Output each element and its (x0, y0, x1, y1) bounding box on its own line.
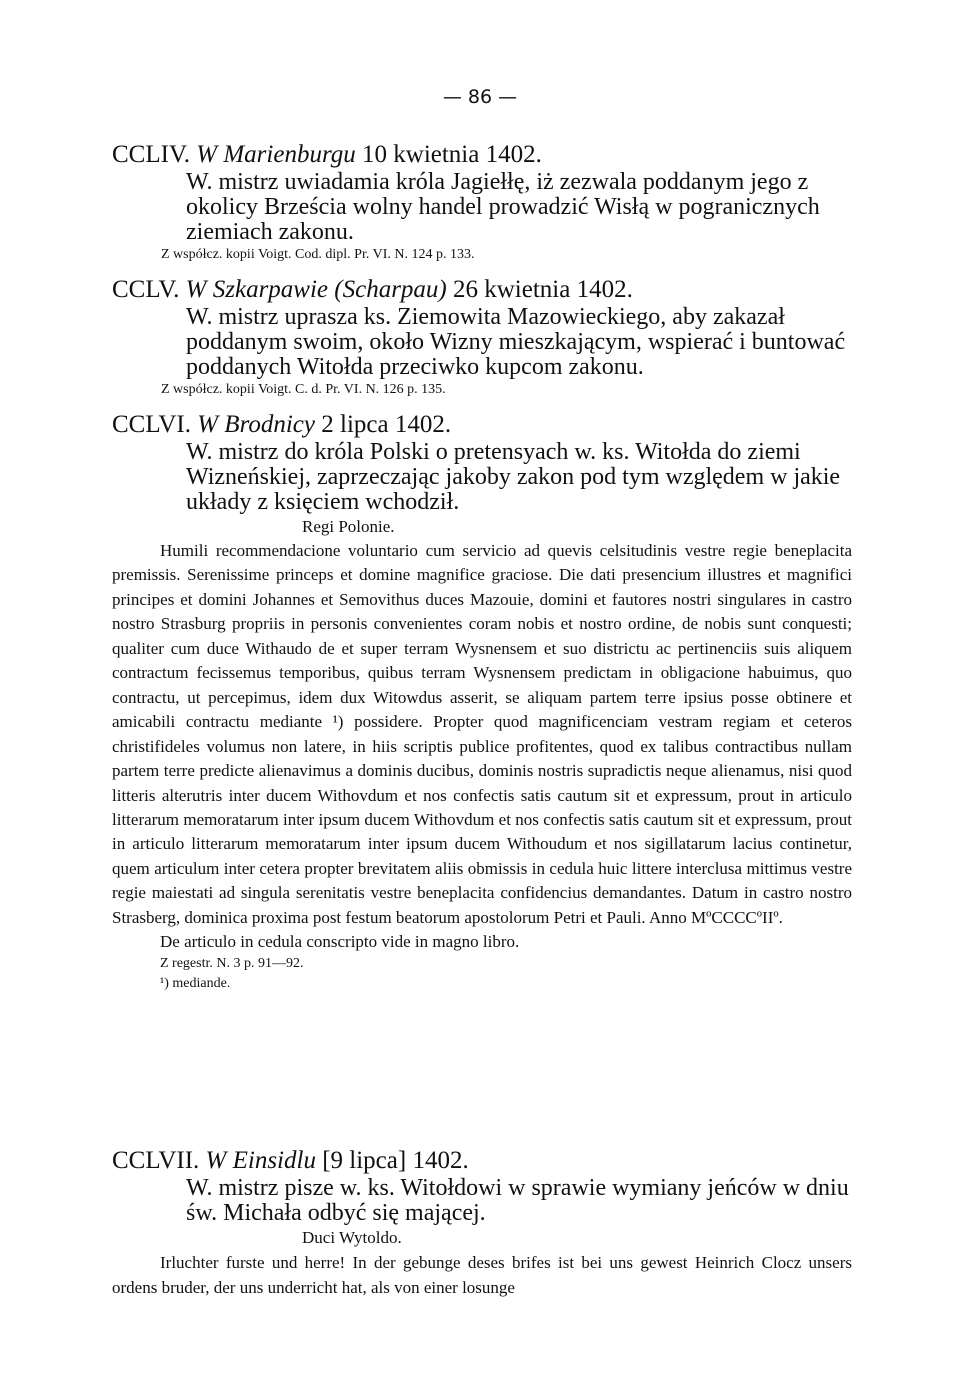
entry-summary: W. mistrz uprasza ks. Ziemowita Mazowieckiego, aby zakazał poddanym swoim, około Wizny mieszkającym, wspierać i buntować poddanych Witołda przeciwko kupcom zakonu. (186, 304, 846, 380)
letter-text (112, 1250, 852, 1300)
entry-number: CCLV. (112, 276, 180, 303)
page-number: — 86 — (442, 86, 518, 108)
entry-heading (112, 1146, 852, 1176)
entry-date: 2 lipca 1402. (321, 411, 452, 438)
entry-number: CCLVII. (112, 1147, 200, 1174)
entry-source: Z regestr. N. 3 p. 91—92. (160, 956, 304, 972)
entry-cclIV (112, 140, 852, 265)
entry-heading (112, 410, 852, 440)
entry-summary: W. mistrz do króla Polski o pretensyach w. ks. Witołda do ziemi Wizneńskiej, zaprzeczając jakoby zakon pod tym względem w jakie układy z księciem wchodził. (186, 439, 841, 515)
letter-body: Irluchter furste und herre! In der gebunge deses brifes ist bei uns gewest Heinrich Clocz unsers ordens bruder, der uns underricht hat, als von einer losunge (112, 1253, 852, 1297)
letter-address: Duci Wytoldo. (302, 1228, 402, 1247)
entry-heading (112, 275, 852, 305)
entry-cclvi (112, 410, 852, 994)
entry-source: Z współcz. kopii Voigt. Cod. dipl. Pr. VI. N. 124 p. 133. (161, 247, 475, 262)
entry-place: W Szkarpawie (Scharpau) (185, 276, 447, 303)
letter-postscript: De articulo in cedula conscripto vide in magno libro. (160, 932, 520, 952)
entry-cclvii (112, 1146, 852, 1300)
footnote: ¹) mediande. (160, 976, 231, 992)
entry-date: 10 kwietnia 1402. (362, 141, 542, 168)
letter-address: Regi Polonie. (302, 517, 395, 536)
entry-place: W Einsidlu (205, 1147, 316, 1174)
entry-source: Z współcz. kopii Voigt. C. d. Pr. VI. N. 126 p. 135. (161, 382, 446, 397)
entry-number: CCLVI. (112, 411, 191, 438)
entry-place: W Brodnicy (197, 411, 316, 438)
entry-number: CCLIV. (112, 141, 191, 168)
letter-body: Humili recommendacione voluntario cum servicio ad quevis celsitudinis vestre regie beneplacita premissis. Serenissime princeps et domine magnifice graciose. Die dati presencium illustres et magnifici principes et domini Johannes et Semovithus duces Mazouie, domini et fautores nostri singulares in castro nostro Strasburg propriis in personis convenientes coram nobis et nostro ordine, de nobis sunt conquesti; qualiter cum duce Withaudo de et super terram Wysnensem et suo districtu ac pertinenciis suis aliquem contractum fecissemus temporibus, quibus terram Wysnensem predictam in obligacione habuimus, quo contractu, ut percepimus, idem dux Witowdus asserit, se aliquam partem terre ipsius posse obtinere et amicabili contractu mediante ¹) possidere. Propter quod magnificenciam vestram regiam et ceteros christifideles volumus non latere, in hiis scriptis publice profitentes, quod ex talibus contractibus nullam partem terre predicte alienavimus a dominis ducibus, dominis nostris supradictis neque alienamus, nisi quod litteris alterutris inter ducem Withovdum et nos confectis satis cautum sit et expressum, prout in articulo litterarum memoratarum inter ipsum ducem Withovdum et nos confectis satis cautum sit et expressum, prout in articulo litterarum memoratarum inter ipsum ducem Withoudum et nos sigillatarum lacius continetur, quem articulum inter cetera propter brevitatem aliis obmissis in cedula huic littere interclusa mittimus vestre regie maiestati ad singula serenitatis vestre beneplacita confidencius demandantes. Datum in castro nostro Strasberg, dominica proxima post festum beatorum apostolorum Petri et Pauli. Anno MºCCCCºIIº. (112, 541, 852, 927)
entry-summary: W. mistrz pisze w. ks. Witołdowi w sprawie wymiany jeńców w dniu św. Michała odbyć się mającej. (186, 1175, 849, 1226)
entry-summary: W. mistrz uwiadamia króla Jagiełłę, iż zezwala poddanym jego z okolicy Brześcia wolny handel prowadzić Wisłą w pogranicznych ziemiach zakonu. (186, 169, 820, 245)
entry-heading (112, 140, 852, 170)
entry-date: 26 kwietnia 1402. (453, 276, 633, 303)
entry-place: W Marienburgu (196, 141, 356, 168)
entry-date: [9 lipca] 1402. (322, 1147, 469, 1174)
letter-text (112, 539, 852, 930)
entry-cclv (112, 275, 852, 400)
